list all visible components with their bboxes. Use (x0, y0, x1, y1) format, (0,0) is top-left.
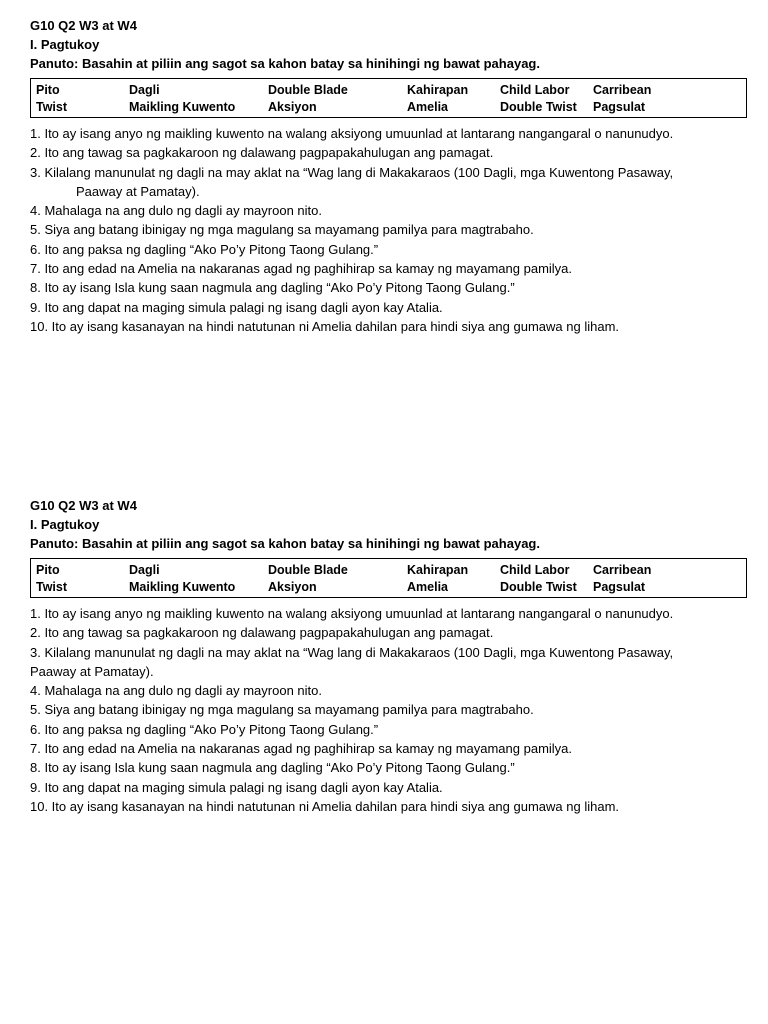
instructions: Panuto: Basahin at piliin ang sagot sa kahon batay sa hinihingi ng bawat pahayag. (30, 56, 540, 71)
word-bank-item: Kahirapan (407, 83, 469, 97)
word-bank-item: Double Blade (268, 563, 348, 577)
question-list (30, 604, 750, 816)
word-bank-item: Double Twist (500, 100, 577, 114)
word-bank-item: Amelia (407, 100, 448, 114)
question-item: 7. Ito ang edad na Amelia na nakaranas agad ng paghihirap sa kamay ng mayamang pamilya. (30, 741, 573, 757)
word-bank-item: Dagli (129, 563, 160, 577)
question-item: 5. Siya ang batang ibinigay ng mga magulang sa mayamang pamilya para magtrabaho. (30, 702, 534, 718)
word-bank-item: Pito (36, 563, 60, 577)
question-item: 2. Ito ang tawag sa pagkakaroon ng dalawang pagpapakahulugan ang pamagat. (30, 145, 494, 161)
question-item: 4. Mahalaga na ang dulo ng dagli ay mayroon nito. (30, 683, 322, 699)
question-item: 6. Ito ang paksa ng dagling “Ako Po’y Pitong Taong Gulang.” (30, 241, 379, 257)
word-bank-item: Double Twist (500, 580, 577, 594)
question-item-continuation: Paaway at Pamatay). (76, 183, 200, 199)
word-bank-item: Child Labor (500, 83, 570, 97)
question-item: 1. Ito ay isang anyo ng maikling kuwento na walang aksiyong umuunlad at lantarang nangangaral o nanunudyo. (30, 126, 674, 141)
word-bank-item: Child Labor (500, 563, 570, 577)
word-bank-item: Double Blade (268, 83, 348, 97)
word-bank-item: Carribean (593, 563, 652, 577)
part-title: I. Pagtukoy (30, 37, 100, 52)
word-bank-item: Maikling Kuwento (129, 100, 236, 114)
word-bank-item: Twist (36, 580, 68, 594)
question-item: 9. Ito ang dapat na maging simula palagi ng isang dagli ayon kay Atalia. (30, 299, 443, 315)
worksheet-section-2 (30, 496, 750, 816)
word-bank-item: Amelia (407, 580, 448, 594)
question-item: 8. Ito ay isang Isla kung saan nagmula ang dagling “Ako Po’y Pitong Taong Gulang.” (30, 760, 515, 776)
word-bank-item: Twist (36, 100, 68, 114)
word-bank-item: Dagli (129, 83, 160, 97)
question-item: 3. Kilalang manunulat ng dagli na may aklat na “Wag lang di Makakaraos (100 Dagli, mga Kuwentong Pasaway, (30, 164, 674, 180)
question-item-continuation: Paaway at Pamatay). (30, 663, 154, 679)
question-list (30, 124, 750, 336)
question-item: 3. Kilalang manunulat ng dagli na may aklat na “Wag lang di Makakaraos (100 Dagli, mga Kuwentong Pasaway, (30, 644, 674, 660)
section-code: G10 Q2 W3 at W4 (30, 18, 137, 33)
word-bank-item: Pagsulat (593, 100, 646, 114)
word-bank-item: Pagsulat (593, 580, 646, 594)
question-item: 9. Ito ang dapat na maging simula palagi ng isang dagli ayon kay Atalia. (30, 779, 443, 795)
question-item: 1. Ito ay isang anyo ng maikling kuwento na walang aksiyong umuunlad at lantarang nangangaral o nanunudyo. (30, 606, 674, 621)
question-item: 6. Ito ang paksa ng dagling “Ako Po’y Pitong Taong Gulang.” (30, 721, 379, 737)
word-bank-box (30, 558, 747, 598)
instructions: Panuto: Basahin at piliin ang sagot sa kahon batay sa hinihingi ng bawat pahayag. (30, 536, 540, 551)
word-bank-item: Maikling Kuwento (129, 580, 236, 594)
word-bank-box (30, 78, 747, 118)
question-item: 2. Ito ang tawag sa pagkakaroon ng dalawang pagpapakahulugan ang pamagat. (30, 625, 494, 641)
part-title: I. Pagtukoy (30, 517, 100, 532)
question-item: 4. Mahalaga na ang dulo ng dagli ay mayroon nito. (30, 203, 322, 219)
word-bank-item: Kahirapan (407, 563, 469, 577)
word-bank-item: Carribean (593, 83, 652, 97)
worksheet-section-1 (30, 16, 750, 336)
question-item: 5. Siya ang batang ibinigay ng mga magulang sa mayamang pamilya para magtrabaho. (30, 222, 534, 238)
question-item: 10. Ito ay isang kasanayan na hindi natutunan ni Amelia dahilan para hindi siya ang gumawa ng liham. (30, 318, 620, 334)
word-bank-item: Aksiyon (268, 100, 317, 114)
word-bank-item: Aksiyon (268, 580, 317, 594)
question-item: 8. Ito ay isang Isla kung saan nagmula ang dagling “Ako Po’y Pitong Taong Gulang.” (30, 280, 515, 296)
question-item: 7. Ito ang edad na Amelia na nakaranas agad ng paghihirap sa kamay ng mayamang pamilya. (30, 261, 573, 277)
section-code: G10 Q2 W3 at W4 (30, 498, 137, 513)
question-item: 10. Ito ay isang kasanayan na hindi natutunan ni Amelia dahilan para hindi siya ang gumawa ng liham. (30, 798, 620, 814)
word-bank-item: Pito (36, 83, 60, 97)
